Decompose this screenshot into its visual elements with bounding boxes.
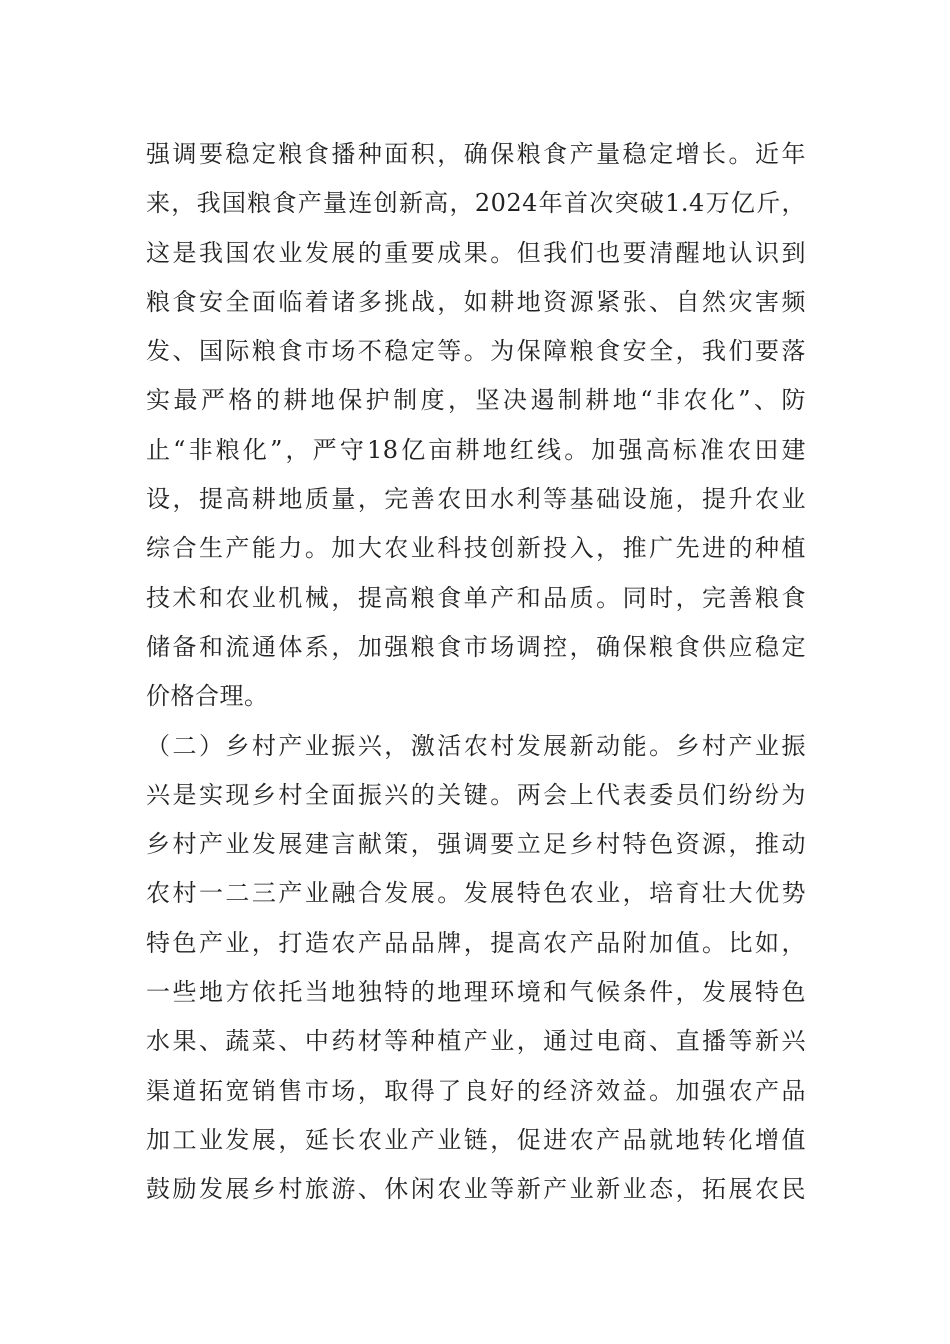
text-line: 渠道拓宽销售市场，取得了良好的经济效益。加强农产品 xyxy=(146,1076,806,1105)
text-line: 综合生产能力。加大农业科技创新投入，推广先进的种植 xyxy=(146,534,806,563)
text-line: 一些地方依托当地独特的地理环境和气候条件，发展特色 xyxy=(146,978,806,1007)
text-line: 乡村产业发展建言献策，强调要立足乡村特色资源，推动 xyxy=(146,830,806,859)
text-line: 强调要稳定粮食播种面积，确保粮食产量稳定增长。近年 xyxy=(146,140,806,168)
text-line: 设，提高耕地质量，完善农田水利等基础设施，提升农业 xyxy=(146,485,806,514)
text-line: 农村一二三产业融合发展。发展特色农业，培育壮大优势 xyxy=(146,879,806,908)
body-text xyxy=(146,130,806,1215)
text-line: 水果、蔬菜、中药材等种植产业，通过电商、直播等新兴 xyxy=(146,1027,806,1056)
text-line: 技术和农业机械，提高粮食单产和品质。同时，完善粮食 xyxy=(146,583,806,612)
text-line: 兴是实现乡村全面振兴的关键。两会上代表委员们纷纷为 xyxy=(146,780,806,809)
text-line: 价格合理。 xyxy=(146,682,269,711)
text-line: 特色产业，打造农产品品牌，提高农产品附加值。比如， xyxy=(146,928,806,957)
text-line: 加工业发展，延长农业产业链，促进农产品就地转化增值 xyxy=(146,1125,806,1154)
text-line: 粮食安全面临着诸多挑战，如耕地资源紧张、自然灾害频 xyxy=(146,287,806,316)
text-line: 鼓励发展乡村旅游、休闲农业等新产业新业态，拓展农民 xyxy=(146,1175,806,1204)
text-line: 储备和流通体系，加强粮食市场调控，确保粮食供应稳定 xyxy=(146,632,806,661)
text-line: 来，我国粮食产量连创新高，2024年首次突破1.4万亿斤， xyxy=(146,189,806,218)
text-line: 实最严格的耕地保护制度，坚决遏制耕地“非农化”、防 xyxy=(146,386,806,415)
text-line: 止“非粮化”，严守18亿亩耕地红线。加强高标准农田建 xyxy=(146,435,806,464)
section-heading-line: （二）乡村产业振兴，激活农村发展新动能。乡村产业振 xyxy=(146,731,806,760)
text-line: 发、国际粮食市场不稳定等。为保障粮食安全，我们要落 xyxy=(146,337,806,366)
text-line: 这是我国农业发展的重要成果。但我们也要清醒地认识到 xyxy=(146,238,806,267)
